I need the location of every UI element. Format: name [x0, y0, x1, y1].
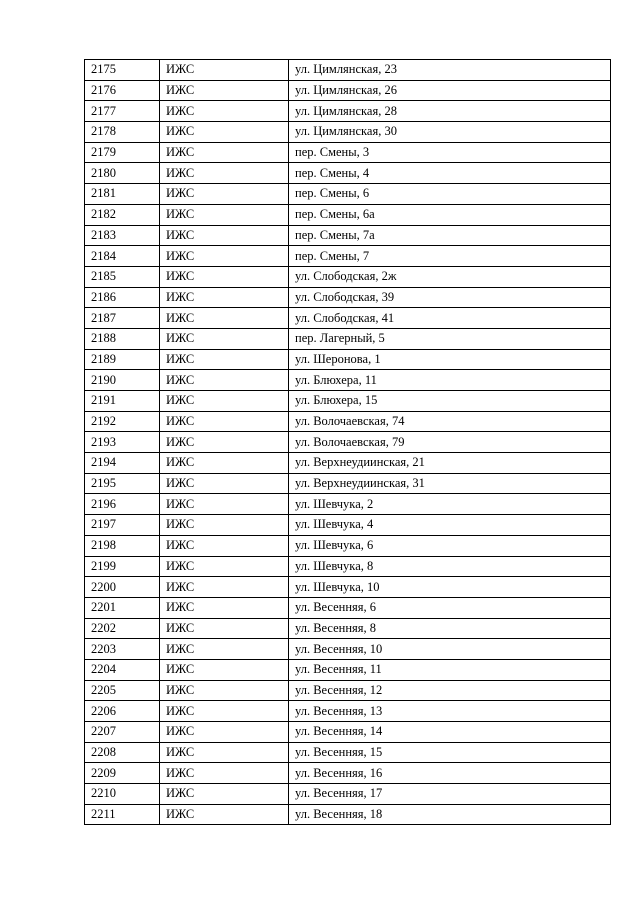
object-type-cell: ИЖС: [160, 763, 289, 784]
object-type-cell: ИЖС: [160, 246, 289, 267]
table-row: [85, 515, 611, 536]
row-number-cell: 2184: [85, 246, 160, 267]
object-type-cell: ИЖС: [160, 722, 289, 743]
table-row: [85, 618, 611, 639]
table-row: [85, 308, 611, 329]
object-type-cell: ИЖС: [160, 204, 289, 225]
row-number-cell: 2177: [85, 101, 160, 122]
row-number-cell: 2205: [85, 680, 160, 701]
address-cell: ул. Цимлянская, 30: [289, 122, 611, 143]
address-cell: ул. Весенняя, 16: [289, 763, 611, 784]
address-cell: ул. Верхнеудиинская, 21: [289, 453, 611, 474]
address-cell: ул. Шевчука, 2: [289, 494, 611, 515]
row-number-cell: 2199: [85, 556, 160, 577]
object-type-cell: ИЖС: [160, 60, 289, 81]
row-number-cell: 2197: [85, 515, 160, 536]
table-row: [85, 163, 611, 184]
table-row: [85, 659, 611, 680]
object-type-cell: ИЖС: [160, 370, 289, 391]
row-number-cell: 2178: [85, 122, 160, 143]
object-type-cell: ИЖС: [160, 535, 289, 556]
object-type-cell: ИЖС: [160, 453, 289, 474]
object-type-cell: ИЖС: [160, 101, 289, 122]
table-row: [85, 680, 611, 701]
row-number-cell: 2179: [85, 142, 160, 163]
registry-table-body: [85, 60, 611, 825]
address-cell: ул. Шевчука, 4: [289, 515, 611, 536]
address-cell: ул. Весенняя, 8: [289, 618, 611, 639]
address-cell: пер. Смены, 7а: [289, 225, 611, 246]
address-cell: ул. Слободская, 39: [289, 287, 611, 308]
row-number-cell: 2187: [85, 308, 160, 329]
address-cell: ул. Весенняя, 6: [289, 597, 611, 618]
object-type-cell: ИЖС: [160, 184, 289, 205]
row-number-cell: 2190: [85, 370, 160, 391]
row-number-cell: 2206: [85, 701, 160, 722]
table-row: [85, 142, 611, 163]
row-number-cell: 2201: [85, 597, 160, 618]
object-type-cell: ИЖС: [160, 577, 289, 598]
address-cell: ул. Весенняя, 15: [289, 742, 611, 763]
row-number-cell: 2176: [85, 80, 160, 101]
object-type-cell: ИЖС: [160, 742, 289, 763]
object-type-cell: ИЖС: [160, 784, 289, 805]
object-type-cell: ИЖС: [160, 432, 289, 453]
row-number-cell: 2189: [85, 349, 160, 370]
table-row: [85, 804, 611, 825]
address-cell: ул. Цимлянская, 28: [289, 101, 611, 122]
table-row: [85, 701, 611, 722]
table-row: [85, 225, 611, 246]
table-row: [85, 742, 611, 763]
object-type-cell: ИЖС: [160, 701, 289, 722]
row-number-cell: 2210: [85, 784, 160, 805]
address-cell: ул. Весенняя, 13: [289, 701, 611, 722]
table-row: [85, 246, 611, 267]
address-cell: ул. Весенняя, 11: [289, 659, 611, 680]
object-type-cell: ИЖС: [160, 391, 289, 412]
row-number-cell: 2208: [85, 742, 160, 763]
table-row: [85, 597, 611, 618]
row-number-cell: 2191: [85, 391, 160, 412]
row-number-cell: 2181: [85, 184, 160, 205]
table-row: [85, 328, 611, 349]
row-number-cell: 2185: [85, 266, 160, 287]
row-number-cell: 2188: [85, 328, 160, 349]
table-row: [85, 349, 611, 370]
address-cell: ул. Весенняя, 17: [289, 784, 611, 805]
row-number-cell: 2196: [85, 494, 160, 515]
object-type-cell: ИЖС: [160, 494, 289, 515]
table-row: [85, 391, 611, 412]
row-number-cell: 2183: [85, 225, 160, 246]
table-row: [85, 266, 611, 287]
address-cell: пер. Смены, 6: [289, 184, 611, 205]
row-number-cell: 2194: [85, 453, 160, 474]
address-cell: ул. Весенняя, 14: [289, 722, 611, 743]
object-type-cell: ИЖС: [160, 163, 289, 184]
address-cell: ул. Шевчука, 8: [289, 556, 611, 577]
address-cell: ул. Волочаевская, 79: [289, 432, 611, 453]
row-number-cell: 2198: [85, 535, 160, 556]
object-type-cell: ИЖС: [160, 349, 289, 370]
object-type-cell: ИЖС: [160, 597, 289, 618]
object-type-cell: ИЖС: [160, 515, 289, 536]
table-row: [85, 784, 611, 805]
object-type-cell: ИЖС: [160, 80, 289, 101]
object-type-cell: ИЖС: [160, 328, 289, 349]
row-number-cell: 2192: [85, 411, 160, 432]
table-row: [85, 204, 611, 225]
row-number-cell: 2211: [85, 804, 160, 825]
table-row: [85, 763, 611, 784]
table-row: [85, 556, 611, 577]
table-row: [85, 577, 611, 598]
row-number-cell: 2200: [85, 577, 160, 598]
address-cell: ул. Шевчука, 6: [289, 535, 611, 556]
address-cell: ул. Шевчука, 10: [289, 577, 611, 598]
address-cell: ул. Весенняя, 18: [289, 804, 611, 825]
address-cell: ул. Цимлянская, 26: [289, 80, 611, 101]
address-cell: ул. Весенняя, 12: [289, 680, 611, 701]
object-type-cell: ИЖС: [160, 659, 289, 680]
table-row: [85, 101, 611, 122]
address-cell: пер. Смены, 3: [289, 142, 611, 163]
row-number-cell: 2175: [85, 60, 160, 81]
object-type-cell: ИЖС: [160, 225, 289, 246]
address-cell: ул. Цимлянская, 23: [289, 60, 611, 81]
address-cell: пер. Лагерный, 5: [289, 328, 611, 349]
row-number-cell: 2209: [85, 763, 160, 784]
table-row: [85, 80, 611, 101]
address-cell: пер. Смены, 7: [289, 246, 611, 267]
table-row: [85, 722, 611, 743]
table-row: [85, 60, 611, 81]
table-row: [85, 453, 611, 474]
object-type-cell: ИЖС: [160, 473, 289, 494]
address-cell: ул. Блюхера, 11: [289, 370, 611, 391]
row-number-cell: 2202: [85, 618, 160, 639]
table-row: [85, 494, 611, 515]
table-row: [85, 184, 611, 205]
address-registry-table: [84, 59, 611, 825]
object-type-cell: ИЖС: [160, 556, 289, 577]
object-type-cell: ИЖС: [160, 287, 289, 308]
object-type-cell: ИЖС: [160, 411, 289, 432]
table-row: [85, 639, 611, 660]
address-cell: пер. Смены, 4: [289, 163, 611, 184]
table-row: [85, 473, 611, 494]
object-type-cell: ИЖС: [160, 142, 289, 163]
row-number-cell: 2204: [85, 659, 160, 680]
object-type-cell: ИЖС: [160, 804, 289, 825]
address-cell: ул. Волочаевская, 74: [289, 411, 611, 432]
address-cell: ул. Шеронова, 1: [289, 349, 611, 370]
object-type-cell: ИЖС: [160, 680, 289, 701]
object-type-cell: ИЖС: [160, 266, 289, 287]
object-type-cell: ИЖС: [160, 122, 289, 143]
address-cell: ул. Слободская, 41: [289, 308, 611, 329]
object-type-cell: ИЖС: [160, 308, 289, 329]
object-type-cell: ИЖС: [160, 618, 289, 639]
table-row: [85, 432, 611, 453]
row-number-cell: 2180: [85, 163, 160, 184]
row-number-cell: 2186: [85, 287, 160, 308]
address-cell: ул. Слободская, 2ж: [289, 266, 611, 287]
address-cell: ул. Весенняя, 10: [289, 639, 611, 660]
row-number-cell: 2182: [85, 204, 160, 225]
address-cell: ул. Верхнеудиинская, 31: [289, 473, 611, 494]
row-number-cell: 2195: [85, 473, 160, 494]
table-row: [85, 370, 611, 391]
row-number-cell: 2203: [85, 639, 160, 660]
table-row: [85, 122, 611, 143]
object-type-cell: ИЖС: [160, 639, 289, 660]
table-row: [85, 287, 611, 308]
address-cell: ул. Блюхера, 15: [289, 391, 611, 412]
row-number-cell: 2193: [85, 432, 160, 453]
row-number-cell: 2207: [85, 722, 160, 743]
table-row: [85, 411, 611, 432]
table-row: [85, 535, 611, 556]
address-cell: пер. Смены, 6а: [289, 204, 611, 225]
